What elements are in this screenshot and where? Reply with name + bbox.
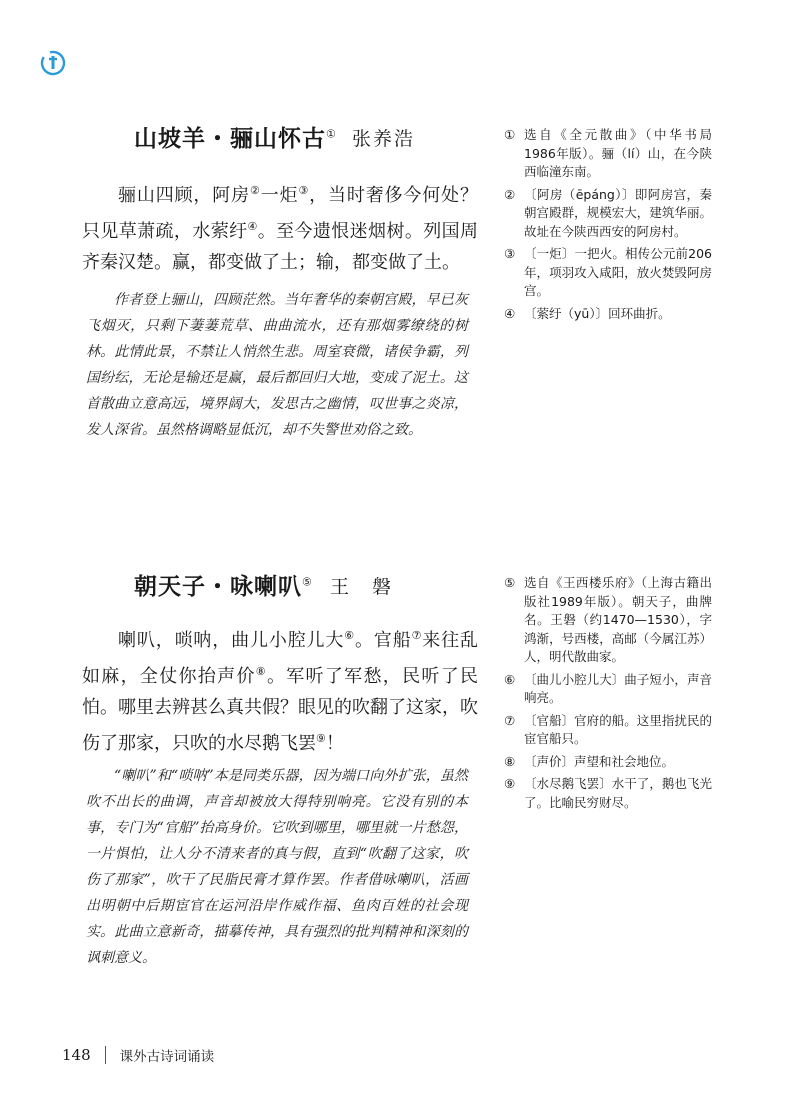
anchor-icon	[40, 50, 66, 76]
footnote	[504, 712, 712, 749]
footnote-text: 〔官船〕官府的船。这里指扰民的宦官船只。	[524, 712, 712, 746]
footnote-number: ③	[504, 246, 516, 261]
footnote-number: ⑥	[504, 671, 516, 687]
footnote-text: 〔曲儿小腔儿大〕曲子短小，声音响亮。	[524, 671, 712, 705]
poem-segment: ，当时奢侈今何处？只见草萧疏，水萦纡	[82, 185, 478, 242]
footnote-number: ④	[504, 305, 516, 321]
note-ref: ④	[247, 220, 258, 233]
note-ref: ⑧	[255, 665, 267, 678]
poem-segment: 。官船	[354, 630, 412, 651]
poem-segment: 一炬	[260, 185, 299, 206]
section2-title	[134, 568, 313, 601]
section2-title-text: 朝天子・咏喇叭	[134, 573, 302, 600]
note-ref: ⑥	[344, 629, 355, 642]
footnote-text: 〔一炬〕一把火。相传公元前206年，项羽攻入咸阳，放火焚毁阿房宫。	[524, 246, 712, 298]
section2-title-ref: ⑤	[302, 575, 313, 589]
footnote-number: ⑧	[504, 753, 516, 769]
section2-author: 王 磐	[330, 576, 394, 598]
footnote-text: 〔阿房（ēpáng）〕即阿房宫，秦朝宫殿群，规模宏大，建筑华丽。故址在今陕西西安的阿房村。	[524, 186, 712, 239]
footnote	[504, 126, 712, 182]
section1-title-ref: ①	[326, 127, 337, 141]
book-title: 课外古诗词诵读	[119, 1049, 215, 1065]
footer-divider	[105, 1046, 106, 1064]
footnote-number: ⑤	[504, 575, 516, 590]
section2-notes	[504, 574, 712, 816]
footnote	[504, 671, 712, 708]
footnote-text: 〔水尽鹅飞罢〕水干了，鹅也飞光了。比喻民穷财尽。	[524, 776, 712, 810]
footnote	[504, 186, 712, 242]
section1-commentary: 作者登上骊山，四顾茫然。当年奢华的秦朝宫殿，早已灰飞烟灭，只剩下萋萋荒草、曲曲流水，还有那烟雾缭绕的树林。此情此景，不禁让人悄然生悲。周室衰微，诸侯争霸，列国纷纭，无论是输还是赢，最后都回归大地，变成了泥土。这首散曲立意高远，境界阔大，发思古之幽情，叹世事之炎凉，发人深省。虽然格调略显低沉，却不失警世劝俗之致。	[86, 292, 468, 438]
footnote-text: 〔萦纡（yū）〕回环曲折。	[524, 305, 671, 321]
footnote	[504, 574, 712, 667]
note-ref: ⑨	[316, 732, 326, 745]
poem-segment: 。至今遗恨迷烟树。列国周齐秦汉楚。赢，都变做了土；输，都变做了土。	[82, 221, 478, 273]
footnote	[504, 775, 712, 812]
footnote-number: ⑨	[504, 776, 516, 791]
footnote-text: 〔声价〕声望和社会地位。	[524, 753, 675, 769]
poem-segment: 喇叭，唢呐，曲儿小腔儿大	[118, 630, 345, 651]
section1-title	[134, 120, 337, 153]
section2-commentary: “喇叭”和“唢呐”本是同类乐器，因为端口向外扩张，虽然吹不出长的曲调，声音却被放大得特别响亮。它没有别的本事，专门为“官船”抬高身价。它吹到哪里，哪里就一片愁怨，一片惧怕，让人分不清来者的真与假，直到“吹翻了这家，吹伤了那家”，吹干了民脂民膏才算作罢。作者借咏喇叭，活画出明朝中后期宦官在运河沿岸作威作福、鱼肉百姓的社会现实。此曲立意新奇，描摹传神，具有强烈的批判精神和深刻的讽刺意义。	[86, 768, 468, 966]
note-ref: ②	[250, 184, 261, 197]
poem-segment: 骊山四顾，阿房	[118, 185, 250, 206]
footnote-number: ⑦	[504, 712, 516, 728]
section1-title-text: 山坡羊・骊山怀古	[134, 125, 326, 152]
footnote	[504, 245, 712, 301]
page-footer	[62, 1045, 214, 1065]
footnote	[504, 305, 712, 324]
poem-segment: 来往乱如麻，全仗你抬声价	[82, 630, 478, 687]
poem-segment: 。军听了军愁，民听了民怕。哪里去辨甚么真共假？眼见的吹翻了这家，吹伤了那家，只吹的水尽鹅飞罢	[82, 666, 478, 754]
note-ref: ⑦	[411, 629, 423, 642]
poem-segment: ！	[325, 733, 344, 754]
note-ref: ③	[298, 184, 310, 197]
footnote-text: 选自《全元散曲》（中华书局1986年版）。骊（lí）山，在今陕西临潼东南。	[524, 127, 712, 179]
page-number: 148	[62, 1046, 91, 1064]
section1-notes	[504, 126, 712, 327]
section2-poem	[82, 620, 478, 759]
footnote-number: ①	[504, 127, 516, 142]
footnote-text: 选自《王西楼乐府》（上海古籍出版社1989年版）。朝天子，曲牌名。王磐（约1470—1530），字鸿渐，号西楼，高邮（今属江苏）人，明代散曲家。	[524, 575, 712, 664]
footnote-number: ②	[504, 186, 516, 202]
section1-poem	[82, 175, 478, 278]
footnote	[504, 753, 712, 772]
section1-author: 张养浩	[352, 128, 416, 150]
